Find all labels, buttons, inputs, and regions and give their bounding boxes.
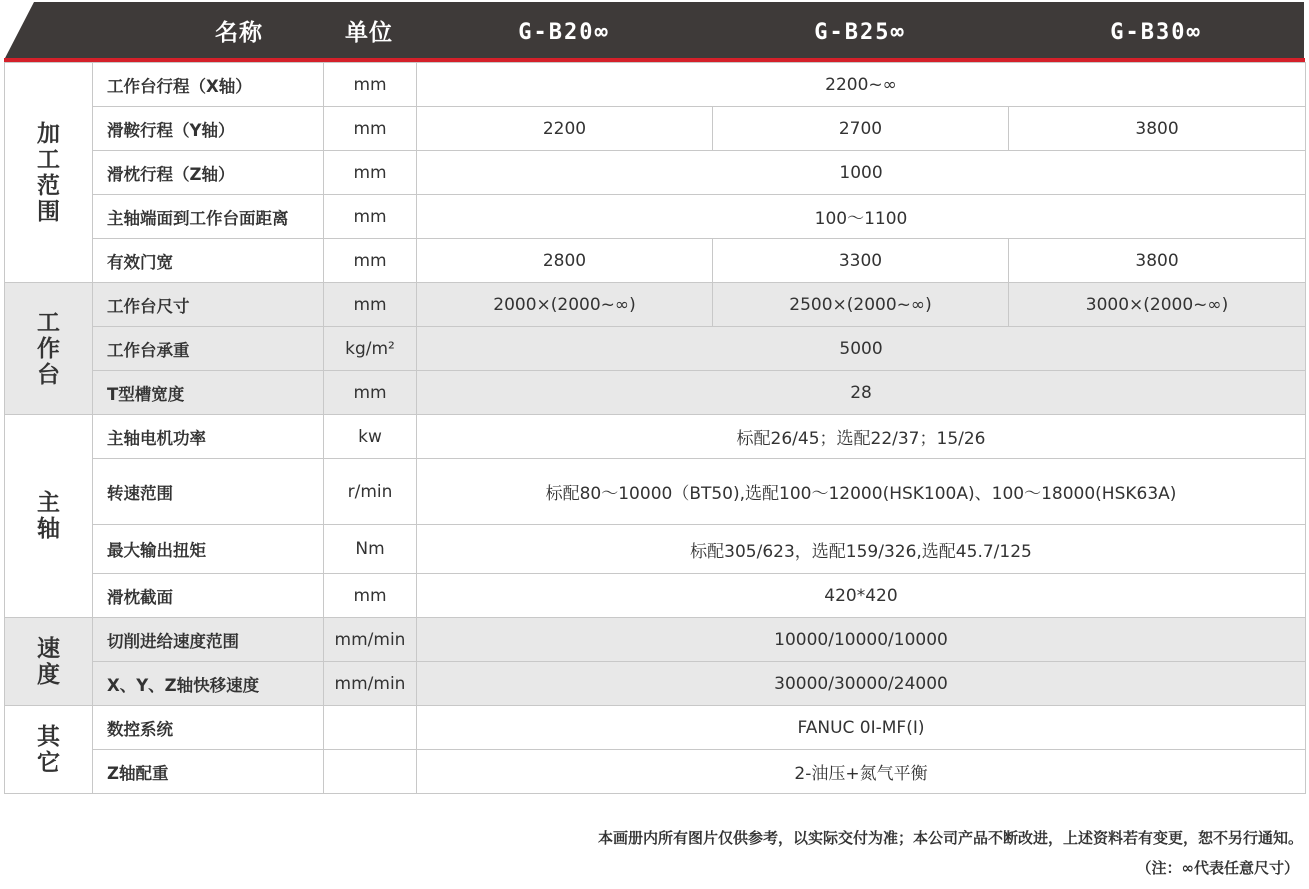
spec-value: 标配305/623，选配159/326,选配45.7/125 [417,525,1306,574]
table-row [5,107,1306,151]
table-row [5,151,1306,195]
spec-unit: mm [324,239,417,283]
spec-name: 滑鞍行程（Y轴） [93,107,324,151]
spec-name: 最大输出扭矩 [93,525,324,574]
header-model-1: G-B20∞ [518,20,610,45]
disclaimer-text: 本画册内所有图片仅供参考，以实际交付为准；本公司产品不断改进，上述资料若有变更，恕不另行通知。 [597,829,1303,847]
table-header [4,2,1304,60]
table-row [5,327,1306,371]
spec-value: 10000/10000/10000 [417,618,1306,662]
spec-name: X、Y、Z轴快移速度 [93,662,324,706]
group-label-char: 台 [37,361,60,388]
spec-value: 2000×(2000~∞) [417,283,713,327]
infinity-note: （注：∞代表任意尺寸） [1136,859,1299,877]
table-row [5,195,1306,239]
group-label-char: 其 [37,723,60,750]
spec-unit: Nm [324,525,417,574]
header-model-3: G-B30∞ [1110,20,1202,45]
spec-unit: mm [324,283,417,327]
group-label-char: 加 [37,120,60,147]
group-label-char: 范 [37,172,60,199]
header-unit: 单位 [345,20,393,46]
spec-name: 工作台行程（X轴） [93,63,324,107]
spec-unit: mm [324,63,417,107]
table-row [5,662,1306,706]
spec-value: 2-油压+氮气平衡 [417,750,1306,794]
spec-value: 3800 [1009,239,1306,283]
table-row [5,750,1306,794]
group-label-char: 轴 [37,516,60,542]
group-label [5,415,93,618]
spec-name: 有效门宽 [93,239,324,283]
spec-value: 3000×(2000~∞) [1009,283,1306,327]
spec-value: 2200 [417,107,713,151]
spec-unit: kg/m² [324,327,417,371]
table-row [5,618,1306,662]
spec-value: 2800 [417,239,713,283]
spec-value: 2500×(2000~∞) [713,283,1009,327]
group-label [5,283,93,415]
table-row [5,706,1306,750]
spec-name: T型槽宽度 [93,371,324,415]
spec-value: 2200~∞ [417,63,1306,107]
spec-value: 3800 [1009,107,1306,151]
spec-name: 工作台承重 [93,327,324,371]
spec-unit: mm [324,574,417,618]
spec-name: 滑枕行程（Z轴） [93,151,324,195]
header-name: 名称 [215,20,263,46]
spec-unit [324,706,417,750]
spec-unit: mm [324,371,417,415]
table-row [5,574,1306,618]
spec-unit: mm/min [324,662,417,706]
table-row [5,283,1306,327]
group-label-char: 速 [37,635,60,662]
spec-value: 5000 [417,327,1306,371]
group-label-char: 度 [37,661,60,688]
group-label-char: 围 [37,198,60,225]
spec-unit [324,750,417,794]
spec-unit: mm/min [324,618,417,662]
spec-unit: mm [324,107,417,151]
spec-value: 420*420 [417,574,1306,618]
spec-name: 转速范围 [93,459,324,525]
spec-value: 2700 [713,107,1009,151]
spec-value: 28 [417,371,1306,415]
group-label-char: 主 [37,490,60,516]
spec-value: 1000 [417,151,1306,195]
spec-value: FANUC 0I-MF(I) [417,706,1306,750]
group-label-char: 它 [37,749,60,776]
spec-name: 工作台尺寸 [93,283,324,327]
spec-unit: mm [324,151,417,195]
table-row [5,239,1306,283]
table-row [5,371,1306,415]
spec-value: 标配80～10000（BT50),选配100～12000(HSK100A)、100～18000(HSK63A) [417,459,1306,525]
group-label-char: 工 [37,309,60,336]
group-label [5,63,93,283]
spec-value: 标配26/45；选配22/37；15/26 [417,415,1306,459]
spec-name: 滑枕截面 [93,574,324,618]
spec-name: Z轴配重 [93,750,324,794]
group-label [5,706,93,794]
spec-name: 数控系统 [93,706,324,750]
spec-unit: r/min [324,459,417,525]
spec-value: 3300 [713,239,1009,283]
header-model-2: G-B25∞ [814,20,906,45]
spec-value: 100～1100 [417,195,1306,239]
table-row [5,415,1306,459]
group-label-char: 工 [37,146,60,173]
table-row [5,63,1306,107]
spec-table [4,62,1306,794]
spec-name: 主轴端面到工作台面距离 [93,195,324,239]
group-label-char: 作 [37,335,60,362]
spec-name: 切削进给速度范围 [93,618,324,662]
table-row [5,525,1306,574]
table-row [5,459,1306,525]
group-label [5,618,93,706]
spec-unit: mm [324,195,417,239]
spec-name: 主轴电机功率 [93,415,324,459]
spec-value: 30000/30000/24000 [417,662,1306,706]
spec-unit: kw [324,415,417,459]
